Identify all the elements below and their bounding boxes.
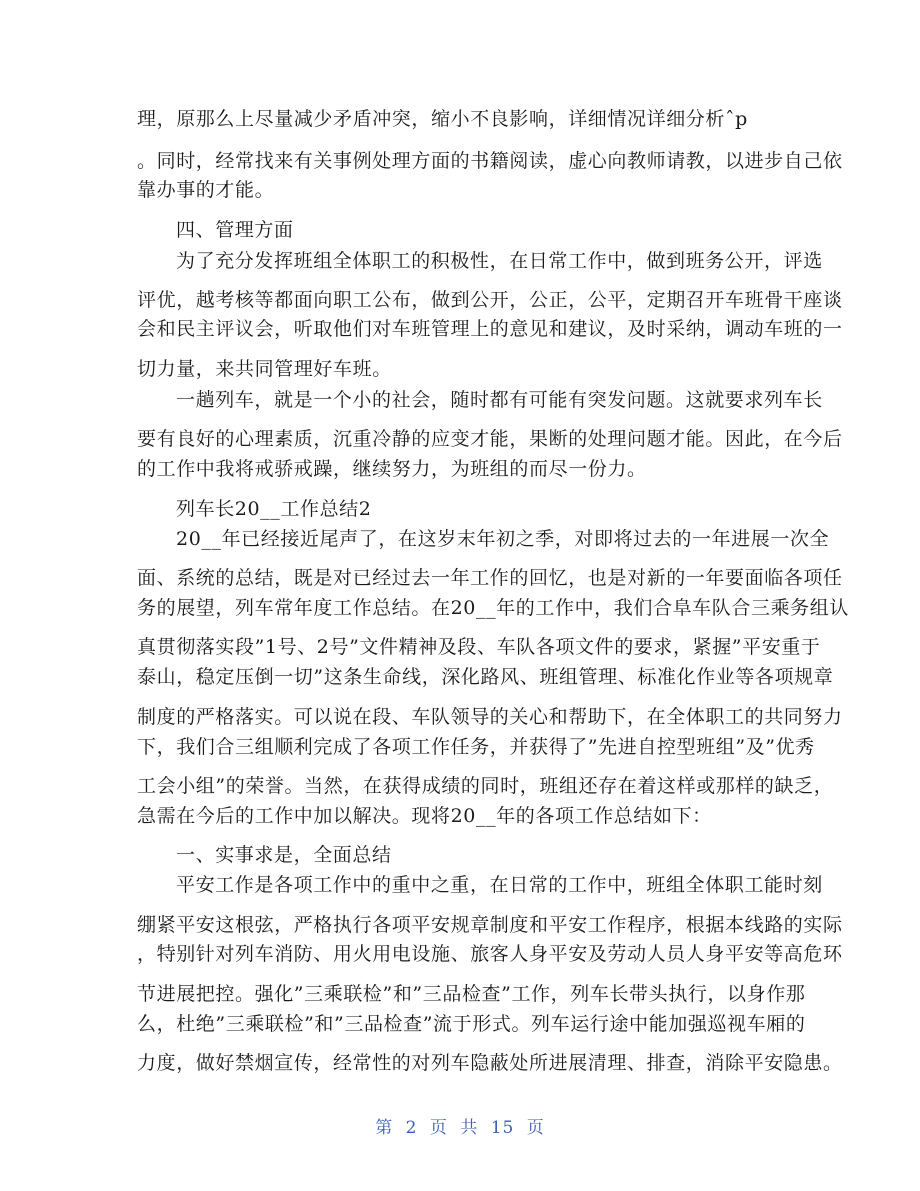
total-label: 共 [460,1118,479,1138]
text-line: 一趟列车，就是一个小的社会，随时都有可能有突发问题。这就要求列车长 [176,389,823,411]
text-line: 么，杜绝”三乘联检”和”三品检查”流于形式。列车运行途中能加强巡视车厢的 [137,1013,806,1035]
text-line: 20__年已经接近尾声了，在这岁末年初之季，对即将过去的一年进展一次全 [176,528,830,550]
text-line: 。同时，经常找来有关事例处理方面的书籍阅读，虚心向教师请教，以进步自己依 [137,150,843,172]
page-label-prefix: 第 [375,1118,394,1138]
text-line: 制度的严格落实。可以说在段、车队领导的关心和帮助下，在全体职工的共同努力 [137,706,843,728]
text-line: 面、系统的总结，既是对已经过去一年工作的回忆，也是对新的一年要面临各项任 [137,567,843,589]
text-line: 切力量，来共同管理好车班。 [137,358,392,380]
text-line: 会和民主评议会，听取他们对车班管理上的意见和建议，及时采纳，调动车班的一 [137,318,843,340]
text-line: 急需在今后的工作中加以解决。现将20__年的各项工作总结如下： [137,805,712,827]
text-line: 节进展把控。强化”三乘联检”和”三品检查”工作，列车长带头执行，以身作那 [137,983,806,1005]
text-line: 真贯彻落实段”1号、2号”文件精神及段、车队各项文件的要求，紧握”平安重于 [137,636,821,658]
page-footer [0,1113,920,1138]
section-heading: 四、管理方面 [176,219,294,241]
total-pages: 15 [490,1118,515,1138]
text-line: 靠办事的才能。 [137,179,275,201]
section-heading: 列车长20__工作总结2 [176,498,372,520]
page-label-middle: 页 [429,1118,448,1138]
text-line: 绷紧平安这根弦，严格执行各项平安规章制度和平安工作程序，根据本线路的实际 [137,914,843,936]
text-line: ，特别针对列车消防、用火用电设施、旅客人身平安及劳动人员人身平安等高危环 [137,943,843,965]
text-line: 的工作中我将戒骄戒躁，继续努力，为班组的而尽一份力。 [137,458,647,480]
text-line: 泰山，稳定压倒一切”这条生命线，深化路风、班组管理、标准化作业等各项规章 [137,666,834,688]
text-line: 力度，做好禁烟宣传，经常性的对列车隐蔽处所进展清理、排查，消除平安隐患。 [137,1052,843,1074]
text-line: 理，原那么上尽量减少矛盾冲突，缩小不良影响，详细情况详细分析ˆp [137,108,748,130]
text-line: 工会小组”的荣誉。当然，在获得成绩的同时，班组还存在着这样或那样的缺乏， [137,775,834,797]
text-line: 为了充分发挥班组全体职工的积极性，在日常工作中，做到班务公开，评选 [176,250,823,272]
text-line: 平安工作是各项工作中的重中之重，在日常的工作中，班组全体职工能时刻 [176,874,823,896]
text-line: 评优，越考核等都面向职工公布，做到公开，公正，公平，定期召开车班骨干座谈 [137,289,843,311]
page-label-suffix: 页 [526,1118,545,1138]
page-number: 2 [405,1118,418,1138]
text-line: 下，我们合三组顺利完成了各项工作任务，并获得了”先进自控型班组”及”优秀 [137,736,815,758]
text-line: 要有良好的心理素质，沉重冷静的应变才能，果断的处理问题才能。因此，在今后 [137,428,843,450]
text-line: 务的展望，列车常年度工作总结。在20__年的工作中，我们合阜车队合三乘务组认 [137,597,849,619]
section-heading: 一、实事求是，全面总结 [176,844,392,866]
